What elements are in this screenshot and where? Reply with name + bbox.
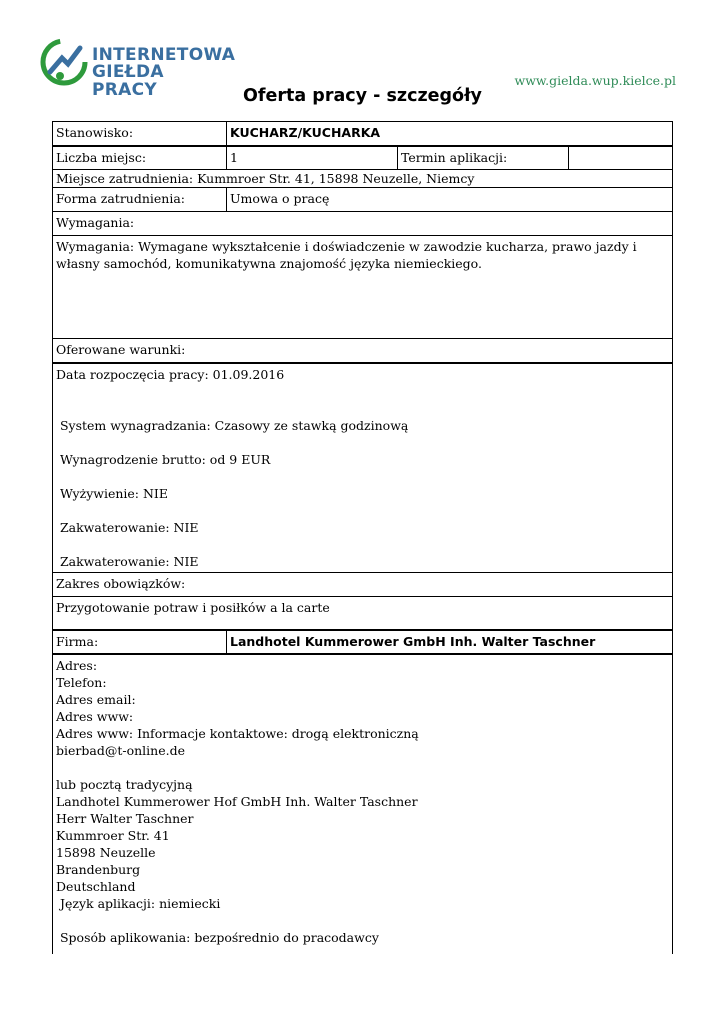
contact-line: Deutschland [56, 879, 136, 894]
company-label: Firma: [53, 630, 227, 654]
contact-line: Adres: [56, 658, 98, 673]
deadline-label: Termin aplikacji: [398, 146, 569, 170]
logo-line-2: GIEŁDA PRACY [92, 62, 164, 100]
contact-line: Kummroer Str. 41 [56, 828, 170, 843]
contact-line: Adres www: Informacje kontaktowe: drogą elektroniczną [56, 726, 419, 741]
contact-line: Telefon: [56, 675, 107, 690]
company-value: Landhotel Kummerower GmbH Inh. Walter Taschner [227, 630, 673, 654]
salary: Wynagrodzenie brutto: od 9 EUR [56, 451, 271, 467]
requirements-label: Wymagania: [53, 212, 673, 236]
contact-line: Herr Walter Taschner [56, 811, 194, 826]
start-date: Data rozpoczęcia pracy: 01.09.2016 [56, 366, 285, 382]
contact-line: Adres www: [56, 709, 134, 724]
contact-line: Sposób aplikowania: bezpośrednio do pracodawcy [56, 930, 379, 945]
conditions-block [53, 363, 673, 573]
contact-block [53, 654, 673, 954]
form-label: Forma zatrudnienia: [53, 188, 227, 212]
contact-line: lub pocztą tradycyjną [56, 777, 193, 792]
position-value: KUCHARZ/KUCHARKA [227, 122, 673, 146]
pay-system: System wynagradzania: Czasowy ze stawką godzinową [56, 417, 409, 433]
form-value: Umowa o pracę [227, 188, 673, 212]
contact-line [56, 912, 669, 929]
offer-table [52, 121, 673, 954]
logo [40, 38, 236, 100]
contact-line: Landhotel Kummerower Hof GmbH Inh. Walter Taschner [56, 794, 418, 809]
conditions-label: Oferowane warunki: [53, 339, 673, 363]
requirements-text: Wymagania: Wymagane wykształcenie i doświadczenie w zawodzie kucharza, prawo jazdy i własny samochód, komunikatywna znajomość języka niemieckiego. [53, 236, 673, 339]
contact-line: Adres email: [56, 692, 136, 707]
count-value: 1 [227, 146, 398, 170]
deadline-value [569, 146, 673, 170]
website-link[interactable]: www.gielda.wup.kielce.pl [514, 73, 676, 88]
housing-2: Zakwaterowanie: NIE [56, 553, 199, 569]
duties-label: Zakres obowiązków: [53, 572, 673, 596]
logo-line-1: INTERNETOWA [92, 45, 236, 65]
page-title: Oferta pracy - szczegóły [243, 86, 482, 106]
position-label: Stanowisko: [53, 122, 227, 146]
duties-text: Przygotowanie potraw i posiłków a la carte [53, 596, 673, 630]
contact-line [56, 759, 669, 776]
location: Miejsce zatrudnienia: Kummroer Str. 41, 15898 Neuzelle, Niemcy [53, 170, 673, 188]
housing-1: Zakwaterowanie: NIE [56, 519, 199, 535]
contact-line: Język aplikacji: niemiecki [56, 896, 221, 911]
food: Wyżywienie: NIE [56, 485, 168, 501]
count-label: Liczba miejsc: [53, 146, 227, 170]
contact-line: Brandenburg [56, 862, 141, 877]
contact-line: 15898 Neuzelle [56, 845, 156, 860]
contact-email[interactable]: bierbad@t-online.de [56, 743, 185, 758]
logo-icon [40, 38, 88, 86]
